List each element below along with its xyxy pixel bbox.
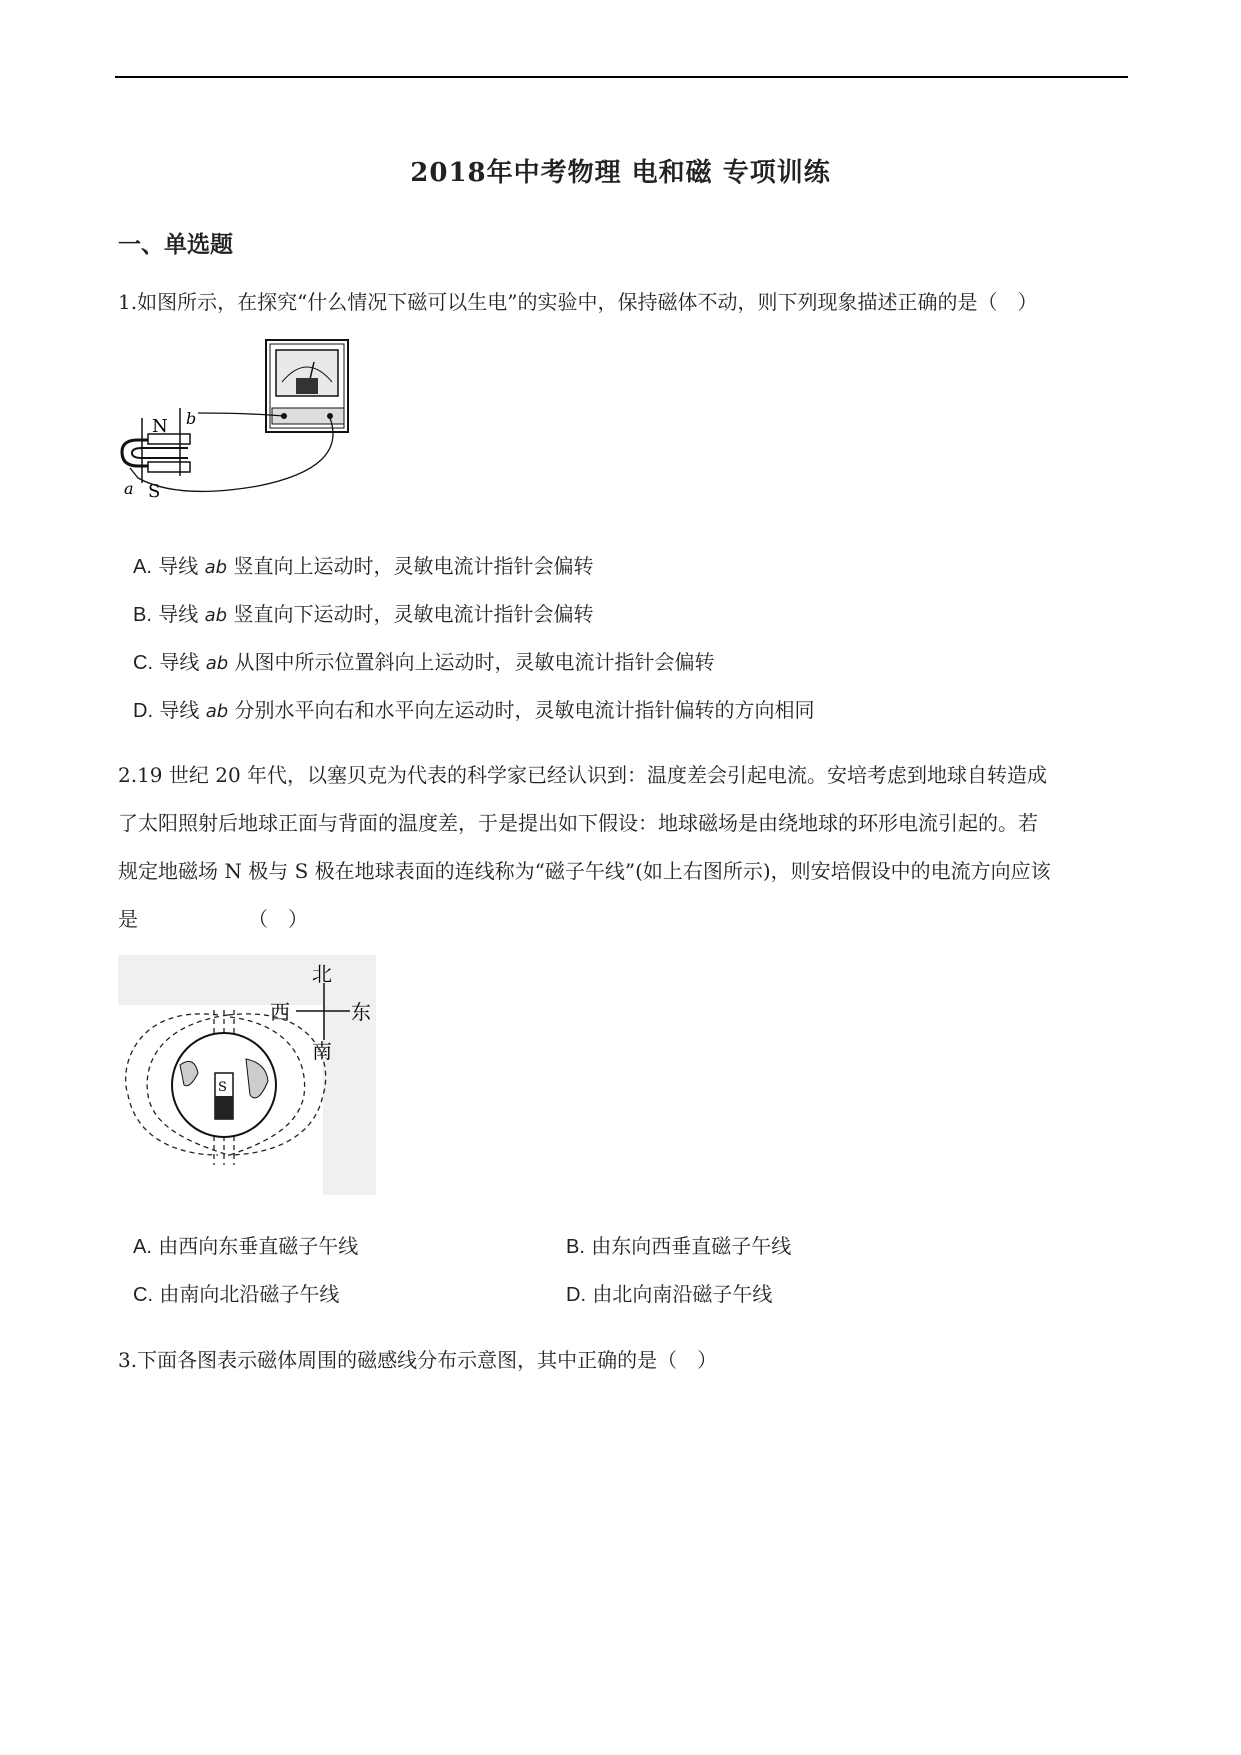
- q1-label-s: S: [148, 481, 161, 498]
- question-1-stem: 1.如图所示，在探究“什么情况下磁可以生电”的实验中，保持磁体不动，则下列现象描述正确的是（ ）: [118, 290, 1038, 314]
- question-2-line-2: 了太阳照射后地球正面与背面的温度差，于是提出如下假设：地球磁场是由绕地球的环形电流引起的。若: [118, 811, 1038, 835]
- compass-south: 南: [312, 1039, 332, 1063]
- compass-north: 北: [312, 962, 332, 986]
- question-3-stem: 3.下面各图表示磁体周围的磁感线分布示意图，其中正确的是（ ）: [118, 1348, 718, 1372]
- q1-option-d[interactable]: D. 导线 ab 分别水平向右和水平向左运动时，灵敏电流计指针偏转的方向相同: [133, 698, 815, 722]
- q2-option-c[interactable]: C. 由南向北沿磁子午线: [133, 1282, 340, 1306]
- page-title: 2018年中考物理 电和磁 专项训练: [410, 158, 831, 188]
- compass-east: 东: [351, 1000, 371, 1024]
- q1-label-a: a: [124, 479, 134, 498]
- header-rule: [115, 76, 1128, 78]
- section-heading: 一、单选题: [118, 231, 233, 258]
- question-2-line-3: 规定地磁场 N 极与 S 极在地球表面的连线称为“磁子午线”(如上右图所示)，则安培假设中的电流方向应该: [118, 859, 1051, 883]
- q2-option-d[interactable]: D. 由北向南沿磁子午线: [566, 1282, 773, 1306]
- question-2-line-4: 是 （ ）: [118, 907, 308, 931]
- q1-figure-electromagnetic-induction: [118, 338, 358, 498]
- magnet-pole-s: S: [218, 1080, 227, 1095]
- q1-option-c[interactable]: C. 导线 ab 从图中所示位置斜向上运动时，灵敏电流计指针会偏转: [133, 650, 715, 674]
- q1-label-b: b: [186, 409, 197, 428]
- q2-option-a[interactable]: A. 由西向东垂直磁子午线: [133, 1234, 359, 1258]
- q2-option-b[interactable]: B. 由东向西垂直磁子午线: [566, 1234, 792, 1258]
- compass-west: 西: [270, 1000, 290, 1024]
- q1-option-a[interactable]: A. 导线 ab 竖直向上运动时，灵敏电流计指针会偏转: [133, 554, 594, 578]
- q2-figure-earth-magnetic-field: [118, 955, 376, 1195]
- question-2-line-1: 2.19 世纪 20 年代，以塞贝克为代表的科学家已经认识到：温度差会引起电流。安培考虑到地球自转造成: [118, 763, 1048, 787]
- q1-label-n: N: [152, 416, 168, 437]
- q1-option-b[interactable]: B. 导线 ab 竖直向下运动时，灵敏电流计指针会偏转: [133, 602, 594, 626]
